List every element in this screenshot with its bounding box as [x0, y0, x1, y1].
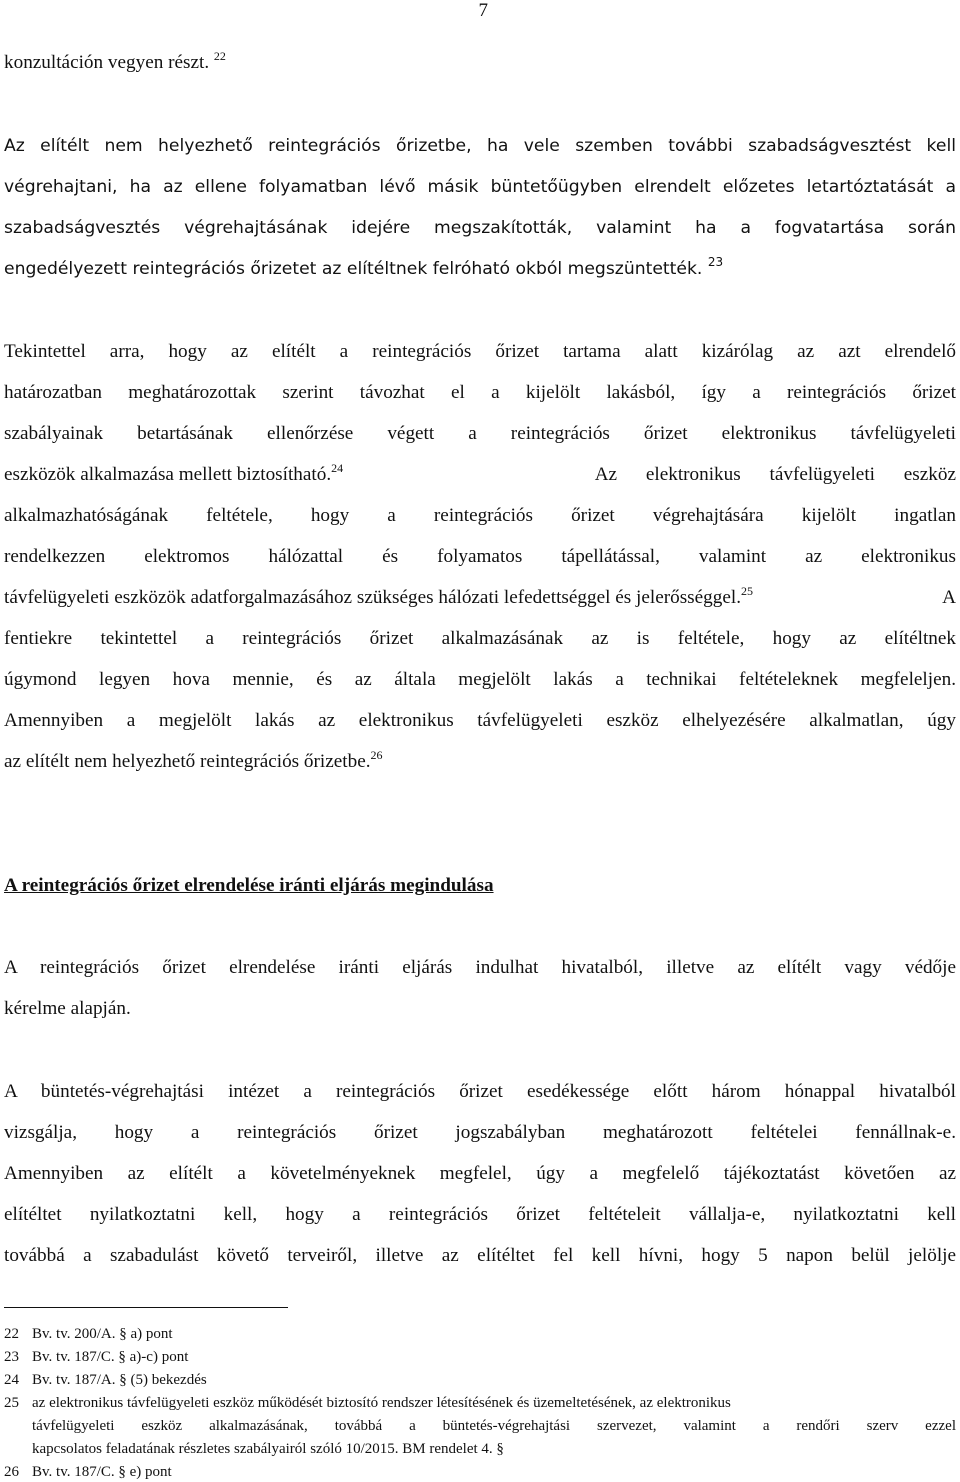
- footnote-number: 26: [4, 1464, 19, 1480]
- paragraph-line: vizsgálja, hogy a reintegrációs őrizet jogszabályban meghatározott feltételei fennállnak-e.: [4, 1122, 956, 1143]
- footnote: [4, 1325, 956, 1343]
- page-number: 7: [478, 0, 488, 21]
- footnote: [4, 1463, 956, 1481]
- footnote-text: Bv. tv. 187/C. § a)-c) pont: [32, 1349, 189, 1365]
- paragraph-line: az elítélt nem helyezhető reintegrációs őrizetbe.$^{26}$: [4, 748, 383, 772]
- footnote-text: Bv. tv. 187/C. § e) pont: [32, 1464, 172, 1480]
- footnote-ref[interactable]: 23: [707, 255, 724, 269]
- paragraph-line: Tekintettel arra, hogy az elítélt a reintegrációs őrizet tartama alatt kizárólag az azt elrendelő: [4, 341, 956, 362]
- paragraph-line: rendelkezzen elektromos hálózattal és folyamatos tápellátással, valamint az elektronikus: [4, 546, 956, 567]
- paragraph-line: szabályainak betartásának ellenőrzése végett a reintegrációs őrizet elektronikus távfelügyeleti: [4, 423, 956, 444]
- paragraph-line: kérelme alapján.: [4, 998, 131, 1019]
- paragraph-line: alkalmazhatóságának feltétele, hogy a reintegrációs őrizet végrehajtására kijelölt ingatlan: [4, 505, 956, 526]
- footnote-ref[interactable]: 26: [370, 748, 383, 762]
- footnote-text: távfelügyeleti eszköz alkalmazásának, továbbá a büntetés-végrehajtási szervezet, valamint a rendőri szerv ezzel: [32, 1418, 956, 1434]
- paragraph-line: Amennyiben az elítélt a követelményeknek megfelel, úgy a megfelelő tájékoztatást követően az: [4, 1163, 956, 1184]
- paragraph-line: engedélyezett reintegrációs őrizetet az elítéltnek felróható okból megszüntették. $^{23}$: [4, 255, 724, 279]
- paragraph-line: Az elítélt nem helyezhető reintegrációs őrizetbe, ha vele szemben további szabadságvesztést kell: [4, 136, 956, 156]
- footnote-separator: [4, 1307, 288, 1308]
- footnote-text: Bv. tv. 200/A. § a) pont: [32, 1326, 173, 1342]
- footnote-ref[interactable]: 25: [741, 584, 753, 598]
- paragraph-line: távfelügyeleti eszközök adatforgalmazásához szükséges hálózati lefedettséggel és jelerősséggel.$^{25}$ A: [4, 584, 956, 608]
- paragraph-line: elítéltet nyilatkoztatni kell, hogy a reintegrációs őrizet feltételeit vállalja-e, nyilatkoztatni kell: [4, 1204, 956, 1225]
- paragraph-line: Amennyiben a megjelölt lakás az elektronikus távfelügyeleti eszköz elhelyezésére alkalmatlan, úgy: [4, 710, 956, 731]
- footnote-ref[interactable]: 24: [331, 461, 344, 475]
- paragraph-line: továbbá a szabadulást követő terveiről, illetve az elítéltet fel kell hívni, hogy 5 napon belül jelölje: [4, 1245, 956, 1266]
- paragraph-line: A reintegrációs őrizet elrendelése iránti eljárás indulhat hivatalból, illetve az elítélt vagy védője: [4, 957, 956, 978]
- footnote: [4, 1371, 956, 1389]
- paragraph-line: fentiekre tekintettel a reintegrációs őrizet alkalmazásának az is feltétele, hogy az elítéltnek: [4, 628, 956, 649]
- footnote-text: Bv. tv. 187/A. § (5) bekezdés: [32, 1372, 207, 1388]
- paragraph-line: eszközök alkalmazása mellett biztosítható.$^{24}$ Az elektronikus távfelügyeleti eszköz: [4, 461, 956, 485]
- footnote-number: 25: [4, 1395, 19, 1411]
- paragraph-line: határozatban meghatározottak szerint távozhat el a kijelölt lakásból, így a reintegrációs őrizet: [4, 382, 956, 403]
- footnote-text: az elektronikus távfelügyeleti eszköz működését biztosító rendszer létesítésének és üzemeltetésének, az elektronikus: [32, 1395, 731, 1411]
- footnote-number: 23: [4, 1349, 19, 1365]
- paragraph-line: szabadságvesztés végrehajtásának idejére megszakították, valamint ha a fogvatartása során: [4, 218, 956, 238]
- section-heading: A reintegrációs őrizet elrendelése iránti eljárás megindulása: [4, 875, 494, 896]
- footnote: [4, 1348, 956, 1366]
- paragraph-line: konzultáción vegyen részt. $^{22}$: [4, 49, 226, 73]
- footnote-text: kapcsolatos feladatának részletes szabályairól szóló 10/2015. BM rendelet 4. §: [32, 1441, 504, 1457]
- footnote: [4, 1394, 956, 1412]
- paragraph-line: úgymond legyen hova mennie, és az általa megjelölt lakás a technikai feltételeknek megfeleljen.: [4, 669, 956, 690]
- paragraph-line: A büntetés-végrehajtási intézet a reintegrációs őrizet esedékessége előtt három hónappal hivatalból: [4, 1081, 956, 1102]
- footnote-ref[interactable]: 22: [213, 49, 226, 63]
- footnote-number: 24: [4, 1372, 19, 1388]
- paragraph-line: végrehajtani, ha az ellene folyamatban lévő másik büntetőügyben elrendelt előzetes letartóztatását a: [4, 177, 956, 197]
- footnote-number: 22: [4, 1326, 19, 1342]
